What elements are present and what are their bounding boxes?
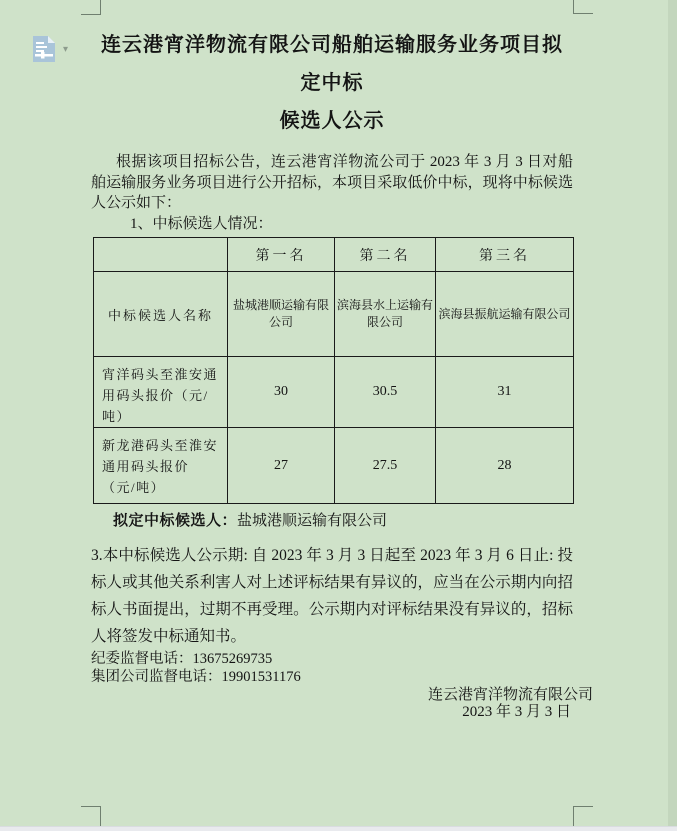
quote-xiaoyang-first: 30 (228, 357, 335, 428)
paste-options-icon[interactable] (33, 36, 55, 62)
title-line-1: 连云港宵洋物流有限公司船舶运输服务业务项目拟定中标 (101, 34, 563, 94)
section-1-heading: 1、中标候选人情况： (130, 215, 273, 232)
chevron-down-icon[interactable]: ▾ (63, 43, 69, 55)
publicity-period-paragraph: 3.本中标候选人公示期: 自 2023 年 3 月 3 日起至 2023 年 3 月 6 日止: 投标人或其他关系利害人对上述评标结果有异议的，应当在公示期内向招标人书面提出，过期不再受理。公示期内对评标结果没有异议的，招标人将签发中标通知书。 (91, 547, 573, 645)
row-label-quote-xinlonggang: 新龙港码头至淮安通用码头报价（元/吨） (94, 428, 228, 504)
text-boundary-mark-bottom-left (81, 806, 101, 827)
title-line-2: 候选人公示 (279, 110, 385, 132)
signature-date: 2023 年 3 月 3 日 (462, 704, 571, 720)
text-boundary-mark-bottom-right (573, 806, 593, 827)
text-boundary-mark-top-right (573, 0, 593, 14)
signature-company: 连云港宵洋物流有限公司 (427, 687, 593, 703)
header-cell-first: 第一名 (228, 238, 335, 272)
quote-xinlonggang-second: 27.5 (335, 428, 436, 504)
contact-group-label: 集团公司监督电话： (91, 669, 222, 685)
document-title (91, 26, 573, 140)
table-row-quote-xinlonggang (94, 428, 574, 504)
candidates-table (93, 237, 574, 504)
document-content (91, 0, 593, 721)
header-cell-empty (94, 238, 228, 272)
header-cell-third: 第三名 (436, 238, 574, 272)
proposed-winner-label: 拟定中标候选人： (113, 513, 238, 529)
row-label-candidate-name: 中标候选人名称 (94, 272, 228, 357)
intro-paragraph: 根据该项目招标公告，连云港宵洋物流公司于 2023 年 3 月 3 日对船舶运输服务业务项目进行公开招标，本项目采取低价中标，现将中标候选人公示如下： (91, 154, 573, 211)
page-right-edge (668, 0, 677, 826)
candidate-3-name: 滨海县振航运输有限公司 (436, 272, 574, 357)
quote-xiaoyang-third: 31 (436, 357, 574, 428)
proposed-winner-value: 盐城港顺运输有限公司 (237, 513, 388, 529)
contact-group-phone: 19901531176 (221, 669, 301, 685)
row-label-quote-xiaoyang: 宵洋码头至淮安通用码头报价（元/吨） (94, 357, 228, 428)
contact-line-discipline (91, 650, 573, 668)
table-header-row (94, 238, 574, 272)
table-row-candidate-names (94, 272, 574, 357)
candidate-1-name: 盐城港顺运输有限公司 (228, 272, 335, 357)
paste-options-button[interactable] (33, 36, 68, 62)
contact-discipline-label: 纪委监督电话： (91, 651, 193, 667)
header-cell-second: 第二名 (335, 238, 436, 272)
table-row-quote-xiaoyang (94, 357, 574, 428)
proposed-winner-line (91, 513, 573, 530)
quote-xiaoyang-second: 30.5 (335, 357, 436, 428)
window-bottom-bar (0, 826, 677, 831)
quote-xinlonggang-first: 27 (228, 428, 335, 504)
contact-line-group (91, 668, 573, 686)
contact-discipline-phone: 13675269735 (192, 651, 273, 667)
quote-xinlonggang-third: 28 (436, 428, 574, 504)
candidate-2-name: 滨海县水上运输有限公司 (335, 272, 436, 357)
